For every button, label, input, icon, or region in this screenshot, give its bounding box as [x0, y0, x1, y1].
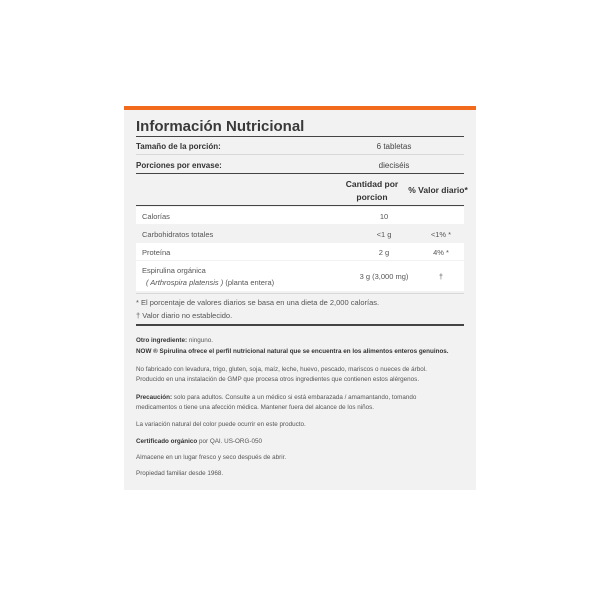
nutrient-dv: <1% * — [430, 230, 452, 239]
accent-bar — [124, 106, 476, 110]
amount-header-line2: porcion — [356, 192, 388, 202]
footnote: * El porcentaje de valores diarios se basa en una dieta de 2,000 calorías. — [136, 298, 380, 307]
caution-text: solo para adultos. Consulte a un médico si está embarazada / amamantando, tomando — [172, 394, 417, 401]
nutrient-row — [136, 207, 464, 224]
divider — [136, 173, 464, 174]
storage-note: Almacene en un lugar fresco y seco después de abrir. — [136, 454, 287, 461]
servings-label: Porciones por envase: — [136, 161, 222, 170]
allergen-line: Producido en una instalación de GMP que procesa otros ingredientes que contienen estos alérgenos. — [136, 376, 420, 383]
amount-per-serving-header — [340, 178, 404, 204]
nutrient-label: Calorías — [142, 212, 170, 221]
now-statement: NOW ® Spirulina ofrece el perfil nutricional natural que se encuentra en los alimentos enteros genuinos. — [136, 348, 449, 355]
serving-size-label: Tamaño de la porción: — [136, 142, 221, 151]
caution-label: Precaución: — [136, 394, 173, 401]
serving-size-value: 6 tabletas — [376, 142, 412, 151]
divider — [136, 324, 464, 326]
amount-header-line1: Cantidad por — [345, 179, 399, 189]
allergen-line: No fabricado con levadura, trigo, gluten, soja, maíz, leche, huevo, pescado, mariscos o nueces de árbol. — [136, 366, 427, 373]
servings-value: dieciséis — [378, 161, 410, 170]
botanical-name: ( Arthrospira platensis ) — [146, 278, 224, 287]
color-variation-note: La variación natural del color puede ocurrir en este producto. — [136, 421, 306, 428]
nutrient-amount: 3 g (3,000 mg) — [359, 272, 409, 281]
family-owned-note: Propiedad familiar desde 1968. — [136, 470, 224, 477]
nutrient-dv: † — [438, 272, 444, 281]
nutrient-amount: <1 g — [376, 230, 392, 239]
divider — [136, 154, 464, 155]
divider — [136, 205, 464, 206]
nutrient-label: Espirulina orgánica — [142, 266, 206, 275]
daily-value-header: % Valor diario* — [408, 185, 468, 195]
nutrient-amount: 10 — [379, 212, 389, 221]
nutrient-amount: 2 g — [378, 248, 390, 257]
other-ingredients-label: Otro ingrediente: — [136, 337, 188, 344]
organic-label: Certificado orgánico — [136, 438, 198, 445]
divider — [136, 293, 464, 294]
footnote: † Valor diario no establecido. — [136, 311, 233, 320]
other-ingredients — [136, 335, 466, 346]
organic-certification — [136, 436, 466, 447]
panel-title: Información Nutricional — [136, 118, 305, 135]
nutrient-row — [136, 261, 464, 291]
nutrition-facts-panel — [124, 106, 476, 490]
nutrient-label: Proteína — [142, 248, 171, 257]
plant-part: (planta entera) — [225, 278, 275, 287]
organic-value: por QAI. US-ORG-050 — [197, 438, 262, 445]
nutrient-sublabel — [146, 278, 274, 287]
divider — [136, 136, 464, 137]
nutrient-label: Carbohidratos totales — [142, 230, 214, 239]
caution: medicamentos o tiene una afección médica. Mantener fuera del alcance de los niños. — [136, 404, 375, 411]
nutrient-row — [136, 243, 464, 260]
other-ingredients-value: ninguno. — [188, 337, 213, 344]
nutrient-row — [136, 225, 464, 242]
nutrient-dv: 4% * — [433, 248, 449, 257]
